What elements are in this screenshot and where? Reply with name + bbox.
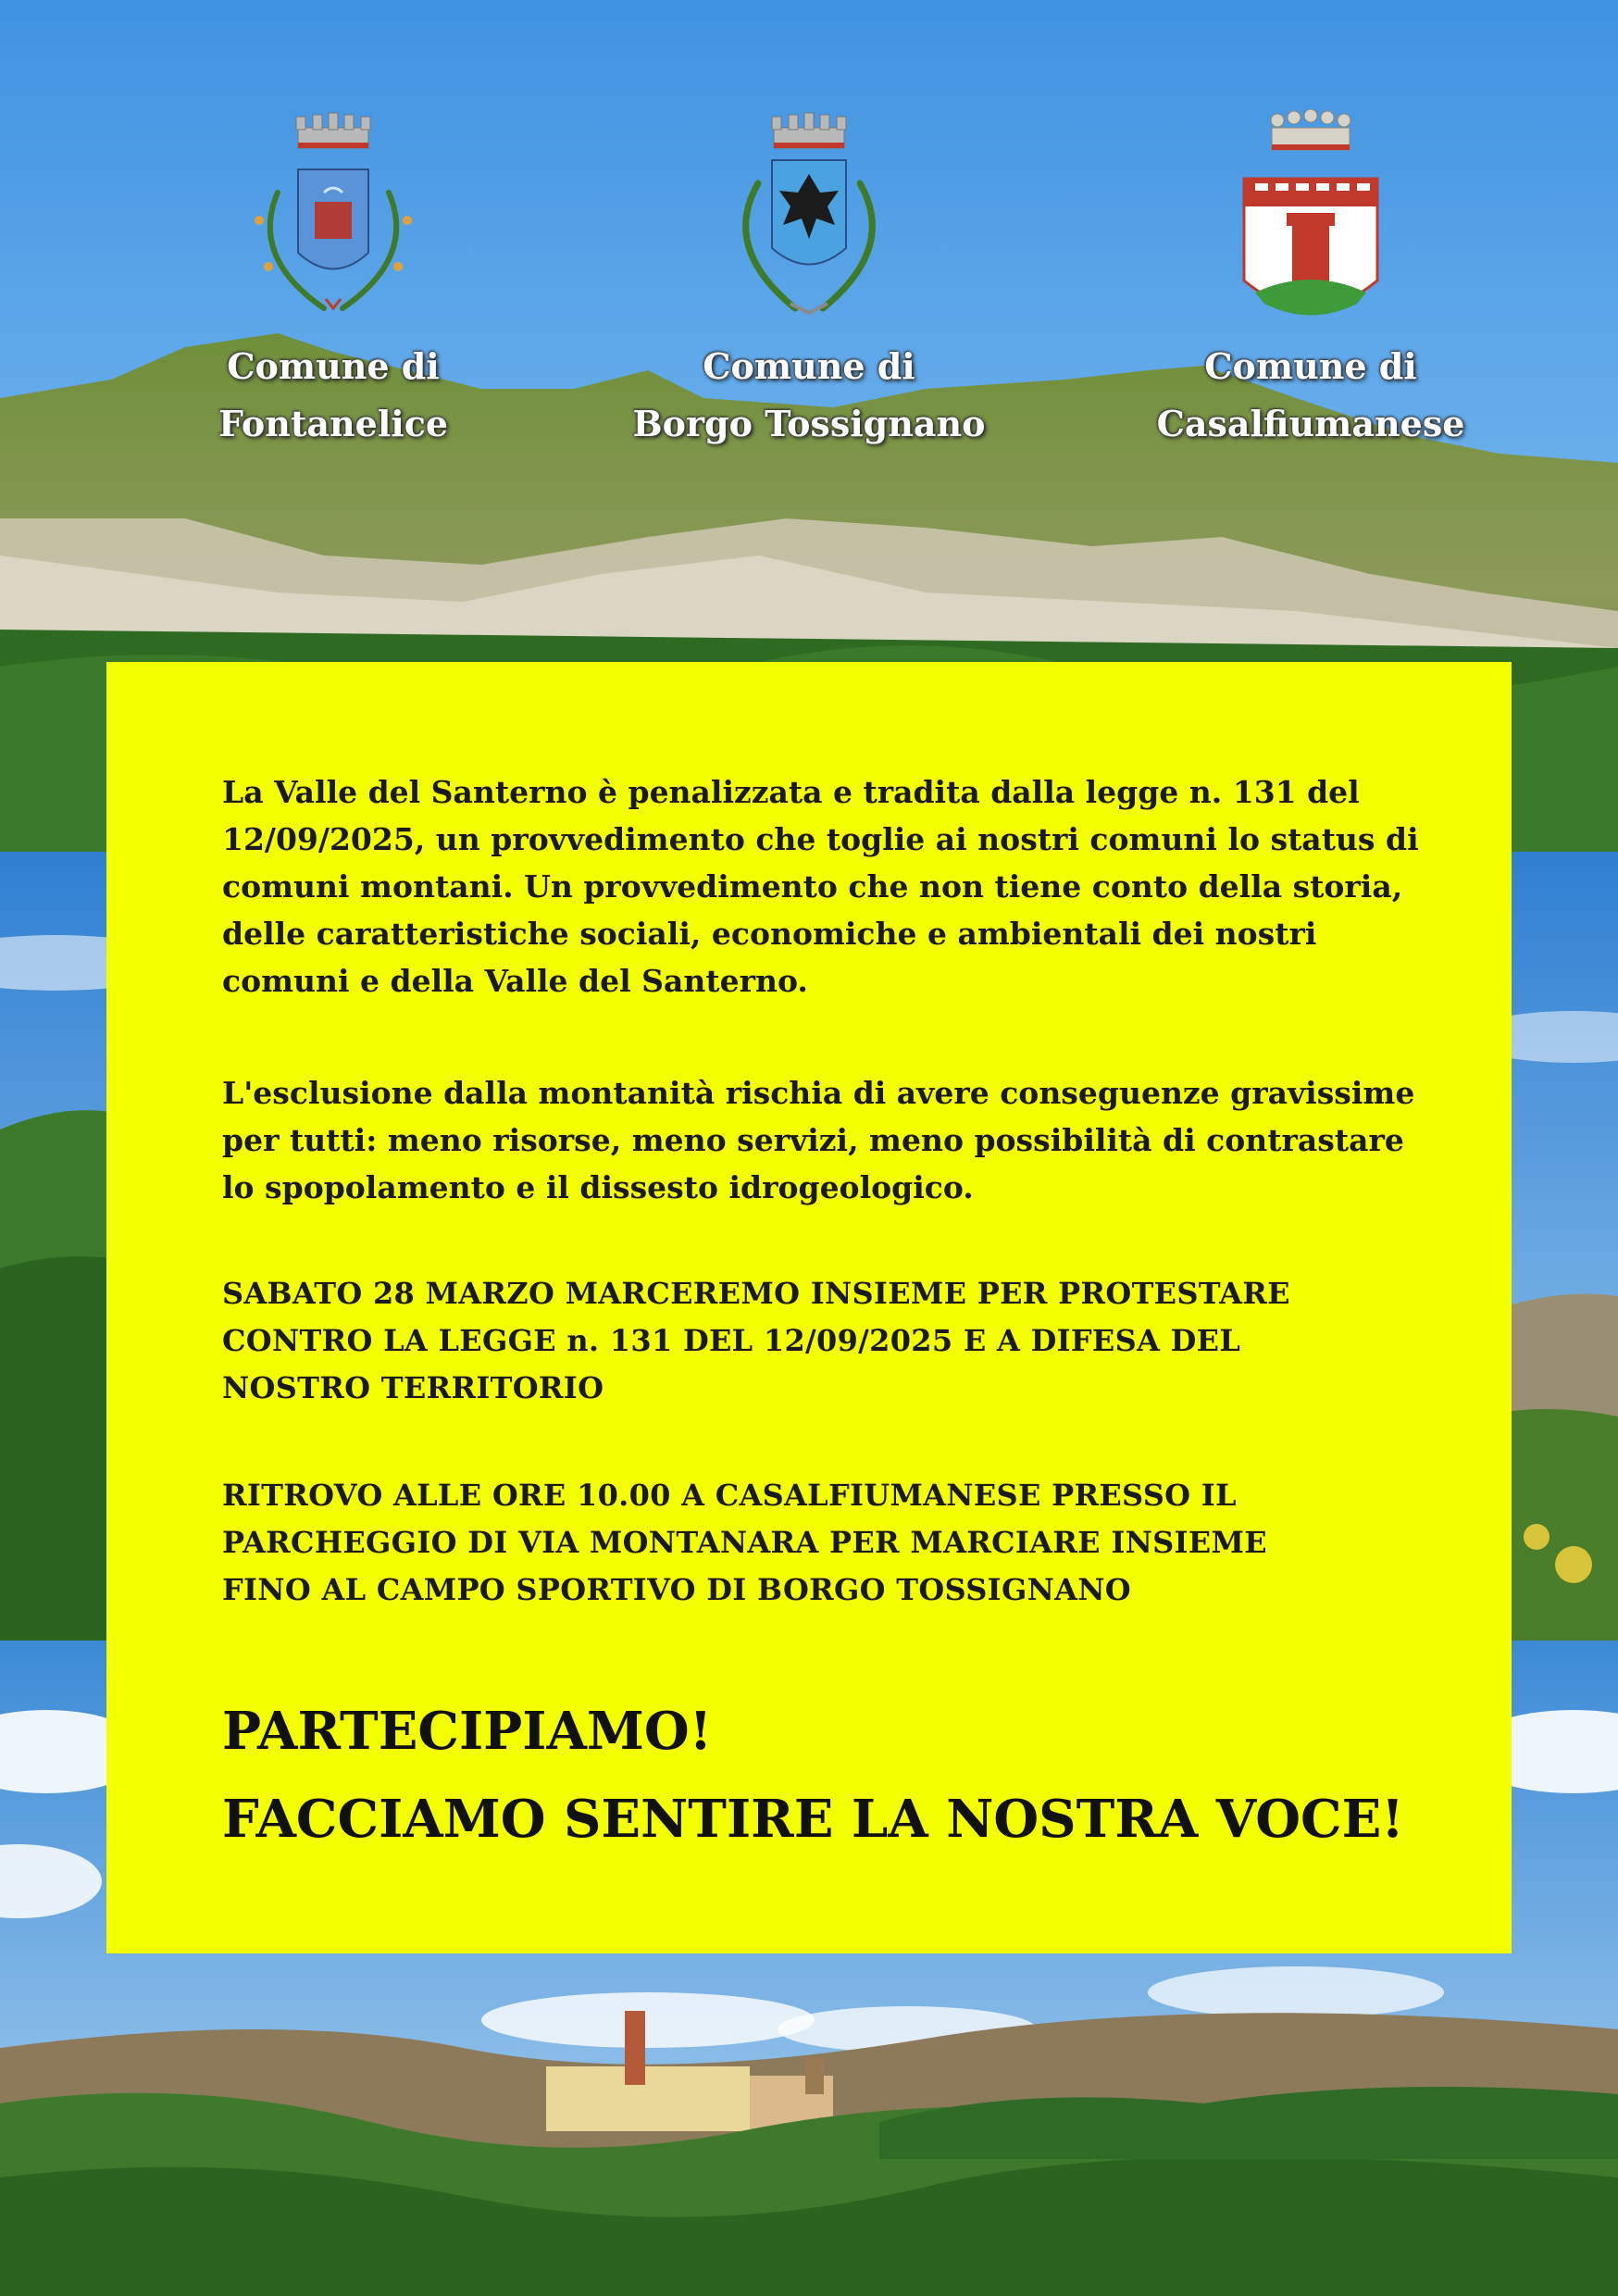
caption-line2: Borgo Tossignano <box>632 403 986 444</box>
notice-paragraph-consequences: L'esclusione dalla montanità rischia di avere conseguenze gravissime per tutti: meno risorse, meno servizi, meno possibilità di contrastare lo spopolamento e il dissesto idrogeologico. <box>222 1075 1415 1205</box>
crest-casalfiumanese-icon <box>1200 109 1422 341</box>
caption-fontanelice <box>139 338 528 453</box>
caption-line1: Comune di <box>1204 345 1417 387</box>
caption-line1: Comune di <box>227 345 440 387</box>
crest-borgo-tossignano-icon <box>698 109 920 341</box>
notice-paragraph-intro: La Valle del Santerno è penalizzata e tradita dalla legge n. 131 del 12/09/2025, un provvedimento che toglie ai nostri comuni lo status di comuni montani. Un provvedimento che non tiene conto della storia, delle caratteristiche sociali, economiche e ambientali dei nostri comuni e della Valle del Santerno. <box>222 774 1419 999</box>
caption-line2: Casalfiumanese <box>1156 403 1465 444</box>
caption-casalfiumanese <box>1116 338 1505 453</box>
caption-line1: Comune di <box>703 345 915 387</box>
slogan-line-2: FACCIAMO SENTIRE LA NOSTRA VOCE! <box>222 1789 1404 1850</box>
notice-paragraph-meeting-point: RITROVO ALLE ORE 10.00 A CASALFIUMANESE PRESSO IL PARCHEGGIO DI VIA MONTANARA PER MARCIARE INSIEME FINO AL CAMPO SPORTIVO DI BORGO TOSSIGNANO <box>222 1478 1267 1607</box>
notice-paragraph-march-announcement: SABATO 28 MARZO MARCEREMO INSIEME PER PROTESTARE CONTRO LA LEGGE n. 131 DEL 12/09/2025 E A DIFESA DEL NOSTRO TERRITORIO <box>222 1276 1290 1405</box>
slogan-line-1: PARTECIPIAMO! <box>222 1701 713 1762</box>
caption-borgo-tossignano <box>615 338 1003 453</box>
caption-line2: Fontanelice <box>218 403 449 444</box>
crest-fontanelice-icon <box>222 109 444 341</box>
